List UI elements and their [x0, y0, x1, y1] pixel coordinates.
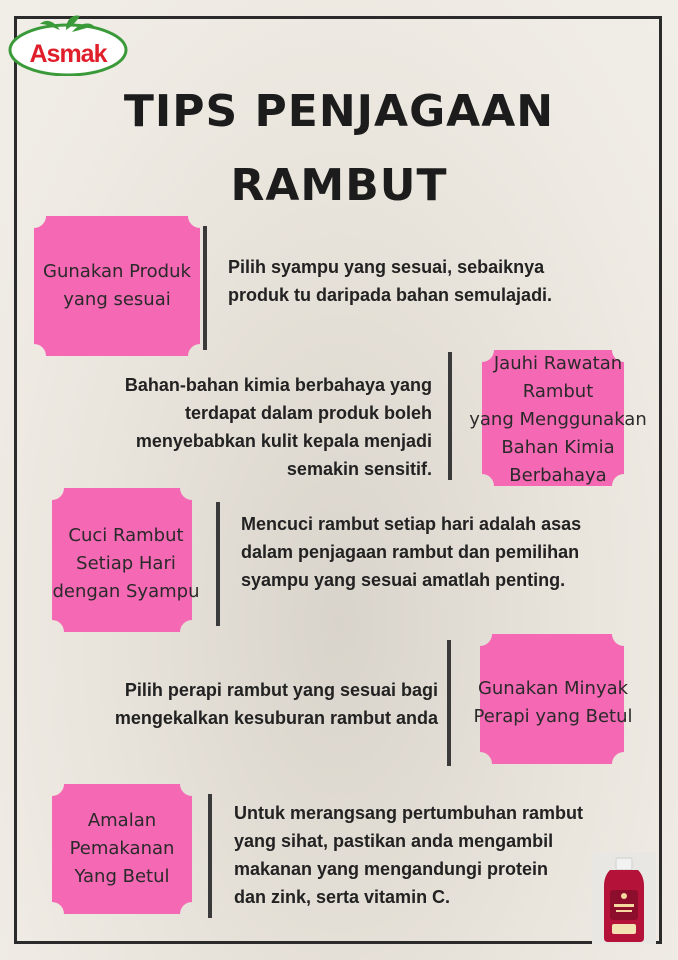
desc-line: menyebabkan kulit kepala menjadi [135, 431, 432, 451]
desc-line: makanan yang mengandungi protein [234, 859, 549, 879]
asmak-logo [8, 14, 128, 76]
tip-badge-label: yang Menggunakan [469, 409, 647, 430]
desc-line: dan zink, serta vitamin C. [234, 887, 451, 907]
desc-line: Pilih syampu yang sesuai, sebaiknya [228, 257, 545, 277]
tip-badge-label: yang sesuai [63, 289, 171, 310]
tip-badge-label: dengan Syampu [52, 581, 200, 602]
desc-line: Pilih perapi rambut yang sesuai bagi [124, 680, 438, 700]
tip-badge-label: Perapi yang Betul [473, 706, 633, 727]
tip-badge-label: Gunakan Produk [43, 261, 191, 282]
tip-badge-4-label [458, 675, 648, 731]
divider-line [447, 640, 451, 766]
tip-badge-label: Jauhi Rawatan [493, 353, 623, 374]
divider-line [203, 226, 207, 350]
desc-line: dalam penjagaan rambut dan pemilihan [241, 542, 580, 562]
page-title-line2: RAMBUT [230, 160, 448, 211]
tip-badge-label: Bahan Kimia [501, 437, 615, 458]
desc-line: Mencuci rambut setiap hari adalah asas [241, 514, 582, 534]
shampoo-bottle-image [592, 852, 656, 944]
desc-line: produk tu daripada bahan semulajadi. [228, 285, 553, 305]
tip-badge-label: Yang Betul [74, 866, 170, 887]
tip-description-4 [60, 676, 438, 732]
tip-description-1 [228, 253, 552, 309]
tip-badge-label: Pemakanan [69, 838, 175, 859]
desc-line: Untuk merangsang pertumbuhan rambut [234, 803, 584, 823]
tip-badge-label: Rambut [522, 381, 594, 402]
tip-badge-3-label [36, 522, 216, 606]
desc-line: Bahan-bahan kimia berbahaya yang [124, 375, 432, 395]
tip-badge-label: Berbahaya [509, 465, 607, 486]
tip-badge-1 [34, 216, 200, 356]
tip-description-2 [60, 371, 432, 483]
tip-description-5 [234, 799, 583, 911]
tip-badge-5 [52, 784, 192, 914]
page-title-line1: TIPS PENJAGAAN [123, 86, 555, 137]
desc-line: yang sihat, pastikan anda mengambil [234, 831, 554, 851]
divider-line [448, 352, 452, 480]
tip-badge-label: Amalan [87, 810, 157, 831]
shampoo-bottle-icon [592, 852, 656, 944]
tip-badge-2-label [458, 350, 658, 490]
desc-line: syampu yang sesuai amatlah penting. [241, 570, 566, 590]
logo-text: Asmak [29, 40, 107, 68]
desc-line: semakin sensitif. [286, 459, 432, 479]
desc-line: mengekalkan kesuburan rambut anda [114, 708, 438, 728]
tip-badge-label: Gunakan Minyak [477, 678, 629, 699]
desc-line: terdapat dalam produk boleh [184, 403, 432, 423]
divider-line [216, 502, 220, 626]
tip-description-3 [241, 510, 581, 594]
tip-badge-label: Cuci Rambut [68, 525, 184, 546]
divider-line [208, 794, 212, 918]
tip-badge-label: Setiap Hari [76, 553, 176, 574]
